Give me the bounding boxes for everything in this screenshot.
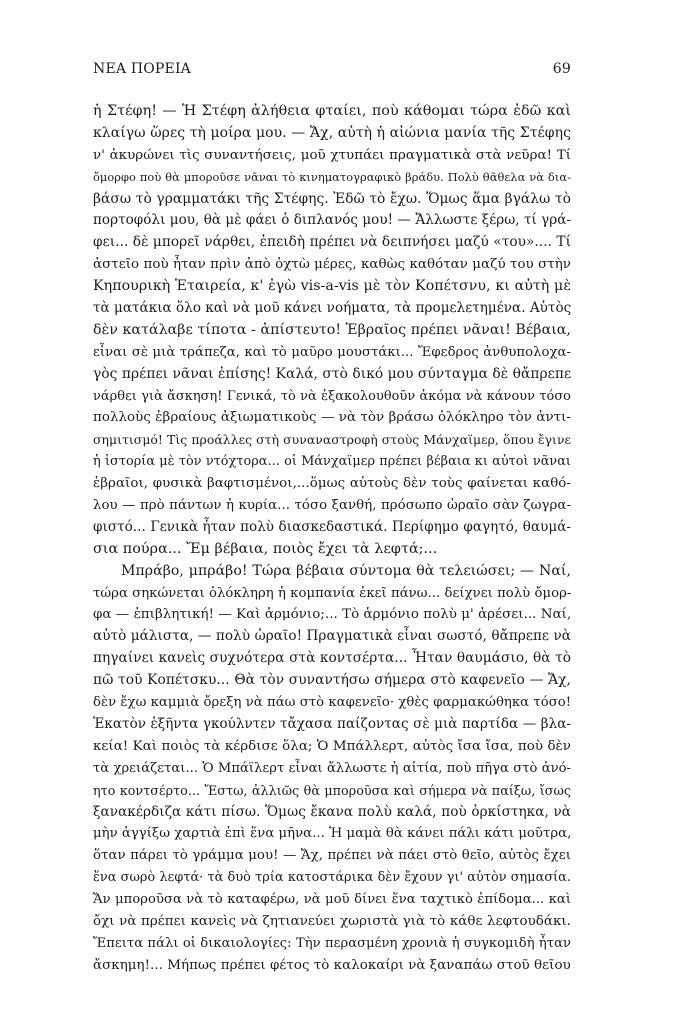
text-line: ἄσκημη!... Μήπως πρέπει φέτος τὸ καλοκαίρι νὰ ξαναπάω στοῦ θεῖου (93, 957, 571, 973)
text-line: Ἄν μποροῦσα νὰ τὸ καταφέρω, νὰ μοῦ δίνει ἕνα ταχτικὸ ἐπίδομα... καὶ (93, 892, 571, 908)
text-line: γὸς πρέπει νᾶναι ἐπίσης! Καλά, στὸ δικό μου σύνταγμα δὲ θἄπρεπε (93, 365, 572, 382)
text-line: ἕνα σωρὸ λεφτά· τὰ δυὸ τρία κατοστάρικα δὲν ἔχουν γι' αὐτὸν σημασία. (93, 870, 571, 886)
text-line: φα — ἐπιβλητική! — Καὶ ἁρμόνιο;... Τὸ ἁρμόνιο πολὺ μ' ἀρέσει... Ναί, (93, 607, 572, 623)
text-line: τώρα σηκώνεται ὁλόκληρη ἡ κομπανία ἐκεῖ πάνω... δείχνει πολὺ ὄμορ- (93, 585, 572, 601)
text-line: φιστό... Γενικὰ ἦταν πολὺ διασκεδαστικά. Περίφημο φαγητό, θαυμά- (93, 518, 571, 535)
text-line: μὴν ἀγγίξω χαρτιὰ ἐπὶ ἕνα μῆνα... Ἡ μαμὰ θὰ κάνει πάλι κάτι μοῦτρα, (93, 826, 572, 842)
text-line: Ἔπειτα πάλι οἱ δικαιολογίες: Τὴν περασμένη χρονιὰ ἡ συγκομιδὴ ἦταν (93, 935, 571, 951)
text-line: δὲν ἔχω καμμιὰ ὄρεξη νὰ πάω στὸ καφενεῖο· χθὲς φαρμακώθηκα τόσο! (93, 695, 572, 711)
text-line: ἀστεῖο ποὺ ἦταν πρὶν ἀπὸ ὀχτὼ μέρες, καθὼς καθόταν μαζύ του στὴν (93, 257, 571, 273)
text-line: νάρθει γιὰ ἄσκηση! Γενικά, τὸ νὰ ἐξακολουθοῦν ἀκόμα νὰ κάνουν τόσο (93, 388, 571, 404)
text-line: ξανακέρδιζα κάτι πίσω. Ὅμως ἔκανα πολὺ καλά, ποὺ ὁρκίστηκα, νὰ (93, 803, 571, 820)
text-line: ὅταν πάρει τὸ γράμμα μου! — Ἄχ, πρέπει νὰ πάει στὸ θεῖο, αὐτὸς ἔχει (93, 848, 571, 864)
text-line: ὄχι νὰ πρέπει κανεὶς νὰ ζητιανεύει χωριστὰ γιὰ τὸ κάθε λεφτουδάκι. (93, 913, 571, 929)
running-header (93, 61, 571, 81)
text-line: ν' ἀκυρώνει τὶς συναντήσεις, μοῦ χτυπάει πραγματικὰ στὰ νεῦρα! Τί (93, 147, 571, 163)
text-line: βάσω τὸ γραμματάκι τῆς Στέφης. Ἐδῶ τὸ ἔχω. Ὅμως ἅμα βγάλω τὸ (93, 190, 571, 207)
text-line: εἶναι σὲ μιὰ τράπεζα, καὶ τὸ μαῦρο μουστάκι... Ἔφεδρος ἀνθυπολοχα- (93, 344, 571, 360)
text-line: αὐτὸ μάλιστα, — πολὺ ὡραῖο! Πραγματικὰ εἶναι σωστό, θἄπρεπε νὰ (93, 628, 571, 645)
page-number: 69 (552, 61, 571, 77)
text-line: πῶ τοῦ Κοπέτσκυ... Θὰ τὸν συναντήσω σήμερα στὸ καφενεῖο — Ἄχ, (93, 672, 571, 689)
journal-title: ΝΕΑ ΠΟΡΕΙΑ (93, 61, 191, 77)
text-line: δὲν κατάλαβε τίποτα - ἀπίστευτο! Ἑβραῖος πρέπει νᾶναι! Βέβαια, (93, 321, 571, 338)
text-line: πηγαίνει κανεὶς συχνότερα στὰ κοντσέρτα... Ἦταν θαυμάσιο, θὰ τὸ (93, 650, 571, 667)
text-line: ητο κοντσέρτο... Ἔστω, ἀλλιῶς θὰ μποροῦσα καὶ σήμερα νὰ παίξω, ἴσως (93, 782, 571, 798)
text-line: κεία! Καὶ ποιὸς τὰ κέρδισε ὅλα; Ὁ Μπάλλερτ, αὐτὸς ἴσα ἴσα, ποὺ δὲν (93, 738, 571, 754)
text-line: κλαίγω ὥρες τὴ μοίρα μου. — Ἄχ, αὐτὴ ἡ αἰώνια μανία τῆς Στέφης (93, 124, 571, 141)
text-line: πορτοφόλι μου, θὰ μὲ φάει ὁ διπλανός μου! — Ἄλλωστε ξέρω, τί γρά- (93, 212, 572, 229)
text-line: τὰ χρειάζεται... Ὁ Μπάϊλερτ εἶναι ἄλλωστε ἡ αἰτία, ποὺ πῆγα στὸ ἀνό- (93, 760, 571, 776)
text-line: τὰ ματάκια ὅλο καὶ νὰ μοῦ κάνει νοήματα, τὰ προμελετημένα. Αὐτὸς (93, 300, 572, 317)
text-line: σημιτισμό! Τὶς προάλλες στὴ συναναστροφὴ στοὺς Μάνχαϊμερ, ὅπου ἔγινε (93, 432, 571, 448)
text-line: ὄμορφο ποὺ θὰ μποροῦσε νᾶναι τὸ κινηματογραφικὸ βράδυ. Πολὺ θᾶθελα νὰ δια- (93, 169, 571, 184)
text-line: Μπράβο, μπράβο! Τώρα βέβαια σύντομα θὰ τελειώσει; — Ναί, (121, 562, 571, 579)
text-line: φει... δὲ μπορεῖ νάρθει, ἐπειδὴ πρέπει νὰ δειπνήσει μαζύ «του».... Τί (93, 234, 572, 251)
text-line: ἡ ἱστορία μὲ τὸν ντόχτορα... οἱ Μάνχαϊμερ πρέπει βέβαια κι αὐτοὶ νᾶναι (93, 454, 571, 470)
body-text (93, 101, 571, 977)
text-line: Κηπουρικὴ Ἑταιρεία, κ' ἐγὼ vis-a-vis μὲ τὸν Κοπέτσνυ, κι αὐτὴ μὲ (93, 278, 571, 295)
text-line: Ἑκατὸν ἑξῆντα γκούλντεν τἄχασα παίζοντας σὲ μιὰ παρτίδα — βλα- (93, 715, 571, 732)
text-line: λου — πρὸ πάντων ἡ κυρία... τόσο ξανθή, πρόσωπο ὡραῖο σὰν ζωγρα- (93, 498, 571, 514)
text-line: ἡ Στέφη! — Ἡ Στέφη ἀλήθεια φταίει, ποὺ κάθομαι τώρα ἐδῶ καὶ (93, 103, 571, 119)
text-line: ἑβραῖοι, φυσικὰ βαφτισμένοι,...ὅμως αὐτοὺς δὲν τοὺς φαίνεται καθό- (93, 476, 571, 492)
text-line: πολλοὺς ἑβραίους ἀξιωματικοὺς — νὰ τὸν βράσω ὁλόκληρο τὸν ἀντι- (93, 410, 571, 426)
text-line: σια πούρα... Ἔμ βέβαια, ποιὸς ἔχει τὰ λεφτά;... (93, 540, 438, 557)
